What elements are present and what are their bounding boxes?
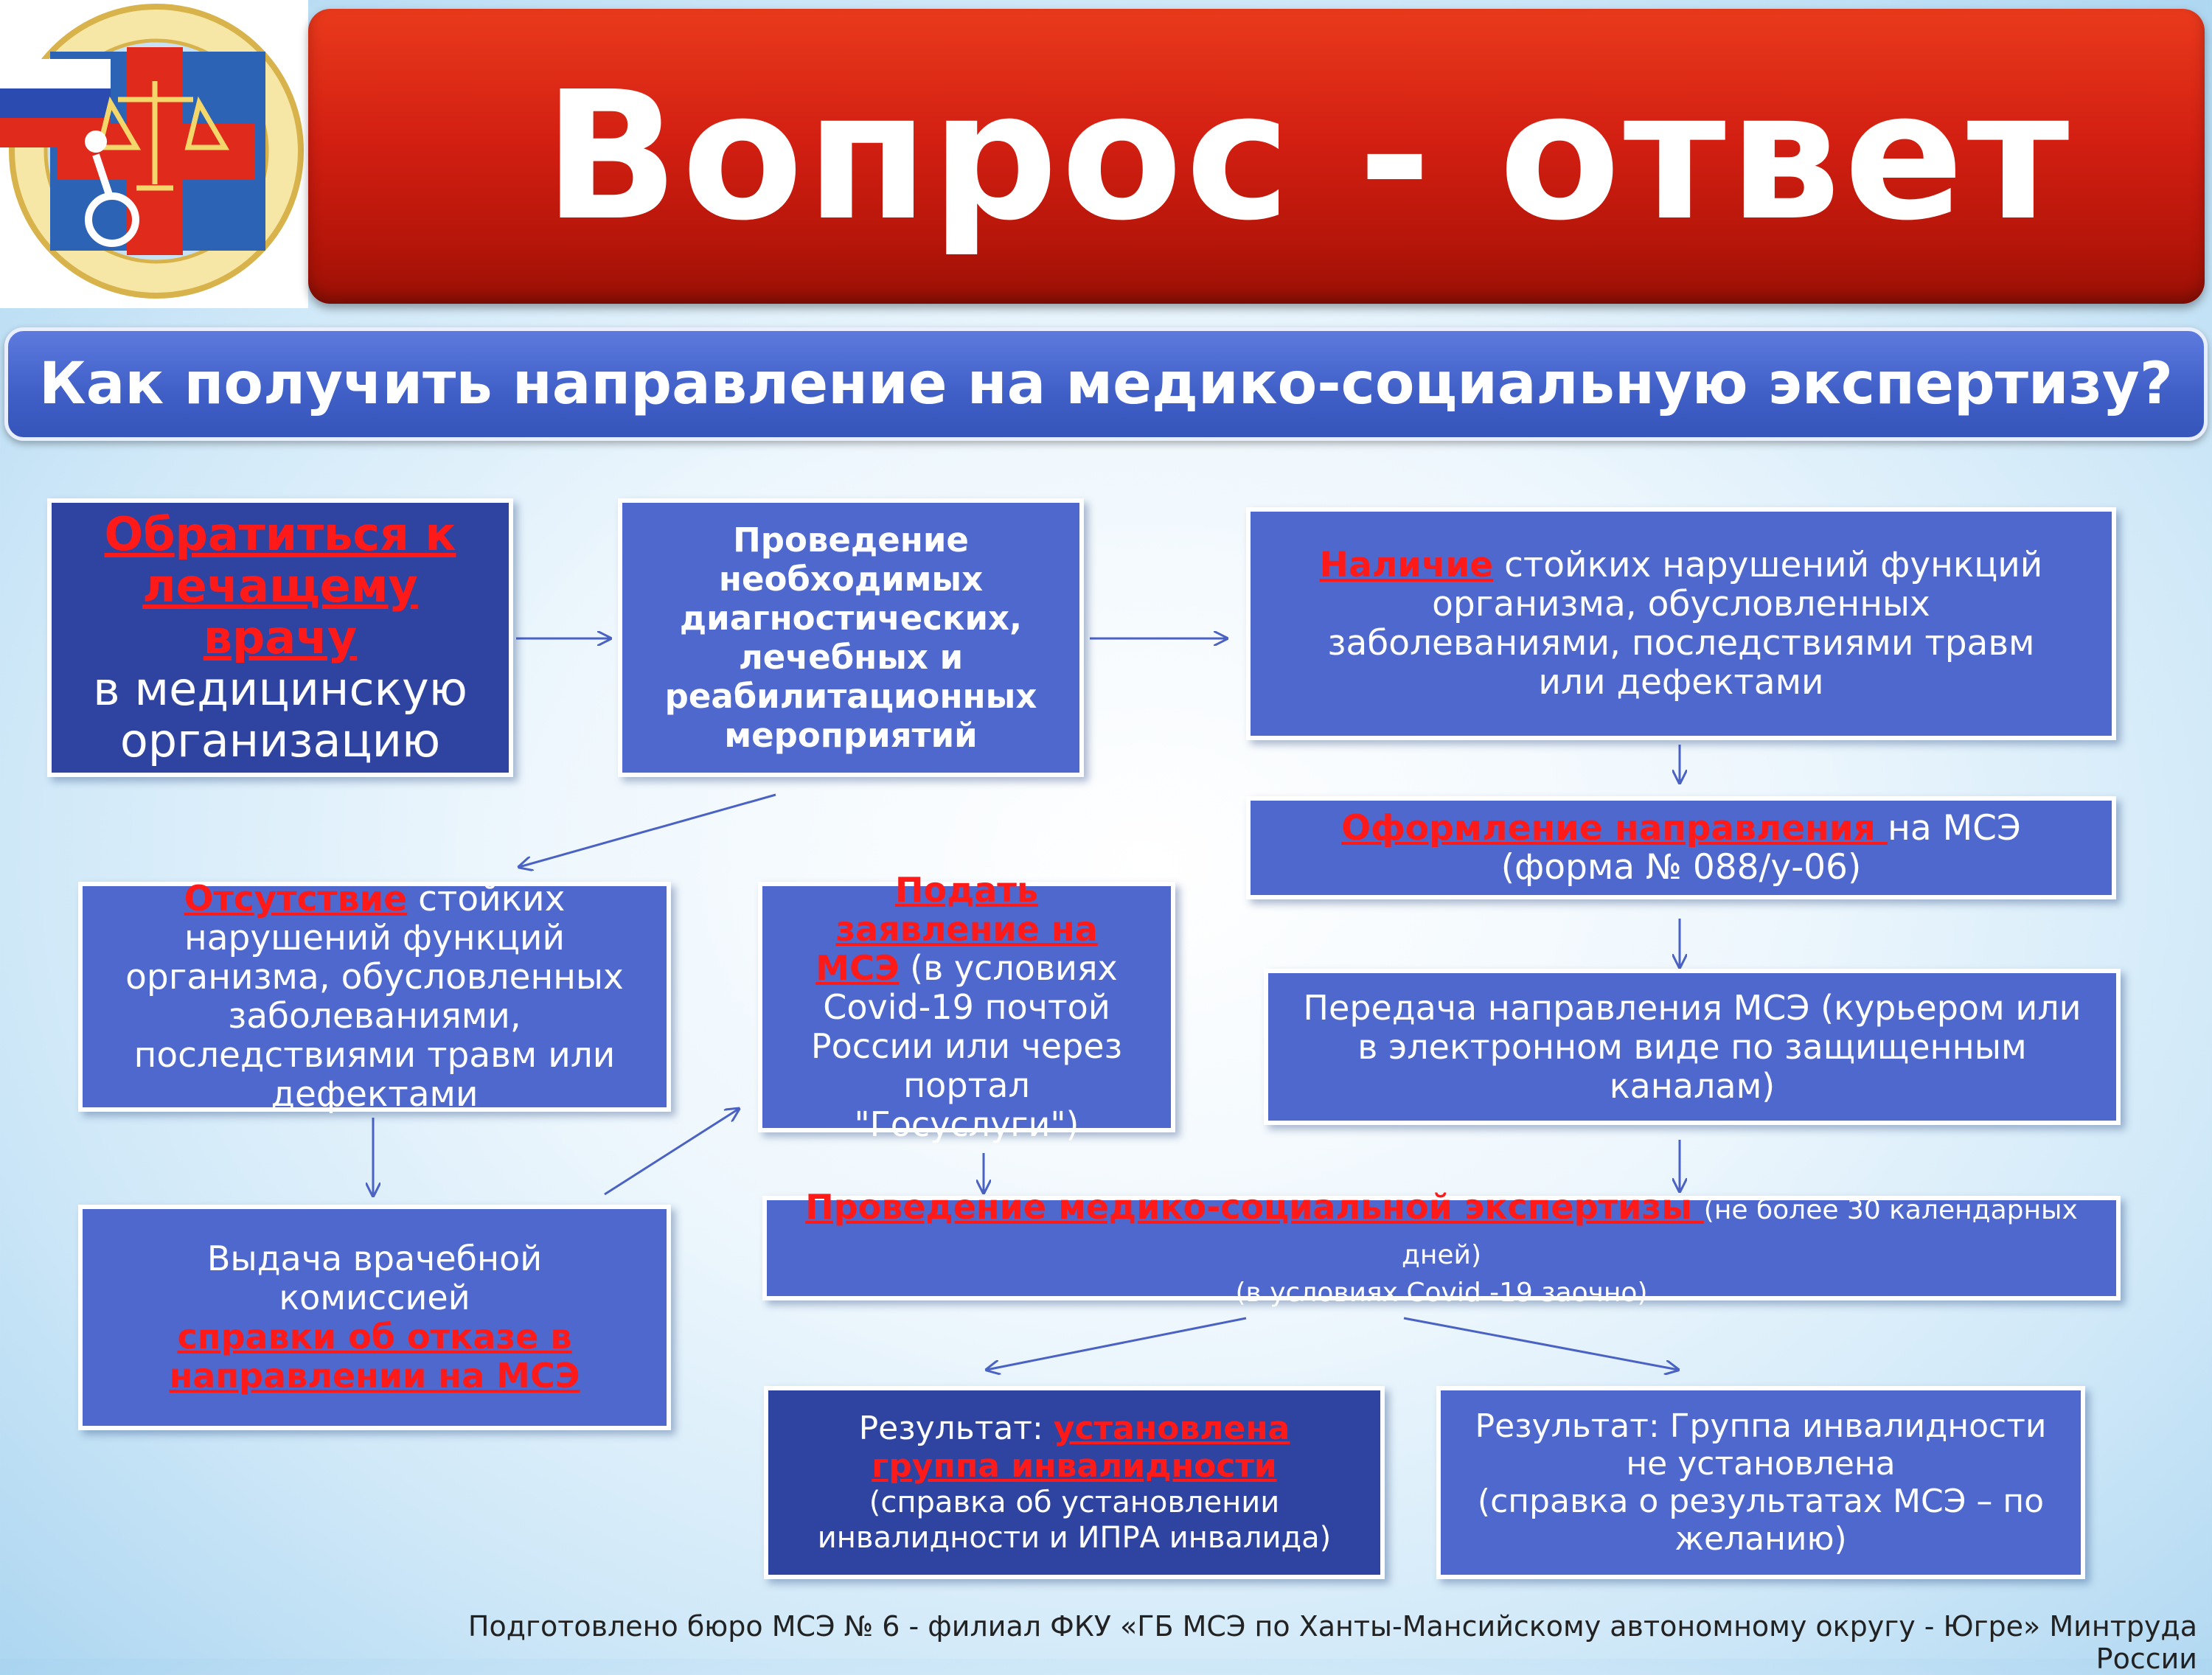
step-conduct-examination	[762, 1187, 2121, 1308]
step-submit-text: (в условиях Covid-19 почтой России или через портал "Госуслуги")	[810, 947, 1123, 1144]
step-referral-text: на МСЭ	[1888, 808, 2021, 849]
step-presence-highlight: Наличие	[1319, 545, 1494, 585]
step-absence-of-disorders	[78, 879, 671, 1115]
arrow-b8-b10	[987, 1318, 1246, 1370]
step-presence-of-disorders	[1246, 507, 2116, 740]
step-diagnostics	[618, 498, 1084, 777]
step-exam-line1	[789, 1186, 2094, 1276]
step-submit-content	[792, 871, 1141, 1144]
result-not-established-text: Результат: Группа инвалидности не установлена	[1475, 1407, 2047, 1483]
step-absence-text: стойких нарушений функций организма, обусловленных заболеваниями, последствиями травм или дефектами	[125, 879, 624, 1115]
step-absence-highlight: Отсутствие	[184, 879, 408, 919]
result-established-label: Результат:	[858, 1410, 1054, 1447]
footer-credit: Подготовлено бюро МСЭ № 6 - филиал ФКУ «ГБ МСЭ по Ханты-Мансийскому автономному округу - Югре» Минтруда России	[467, 1610, 2197, 1675]
step-presence-text: стойких нарушений функций организма, обусловленных заболеваниями, последствиями травм или дефектами	[1327, 545, 2043, 703]
step-submit-highlight: Подать заявление на МСЭ	[815, 869, 1098, 988]
step-referral-line1	[1341, 809, 2021, 848]
step-absence-content	[100, 880, 649, 1114]
result-established-highlight: установлена группа инвалидности	[872, 1410, 1290, 1485]
step-refusal-text: Выдача врачебной комиссией	[206, 1239, 543, 1317]
step-referral-form	[1246, 796, 2116, 899]
step-refusal-highlight: справки об отказе в направлении на МСЭ	[169, 1317, 580, 1396]
step-transfer-text: Передача направления МСЭ (курьером или в электронном виде по защищенным каналам)	[1303, 987, 2081, 1106]
step-presence-content	[1295, 546, 2067, 702]
step-exam-covid-note: (в условиях Covid -19 заочно)	[1235, 1278, 1648, 1308]
arrow-b2-b6	[519, 795, 776, 867]
result-disability-not-established	[1436, 1386, 2085, 1579]
step-submit-application	[758, 869, 1175, 1144]
result-established-line1	[790, 1410, 1358, 1485]
step-diagnostics-text: Проведение необходимых диагностических, лечебных и реабилитационных мероприятий	[664, 520, 1037, 755]
page-title: Вопрос - ответ	[543, 53, 2073, 260]
step-contact-doctor-text: в медицинскую организацию	[93, 662, 467, 767]
step-refusal-certificate	[78, 1205, 671, 1430]
step-contact-doctor-highlight: Обратиться к лечащему врачу	[104, 507, 456, 664]
step-exam-duration: (не более 30 календарных дней)	[1401, 1195, 2078, 1270]
page-subtitle: Как получить направление на медико-социальную экспертизу?	[39, 351, 2173, 417]
step-referral-form-number: (форма № 088/у-06)	[1500, 847, 1862, 888]
result-not-established-note: (справка о результатах МСЭ – по желанию)	[1477, 1483, 2045, 1558]
step-contact-doctor	[47, 498, 513, 777]
step-transfer-referral	[1264, 969, 2121, 1125]
arrow-b8-b11	[1404, 1318, 1678, 1370]
step-exam-highlight: Проведение медико-социальной экспертизы	[805, 1187, 1704, 1227]
result-disability-established	[764, 1386, 1385, 1579]
step-referral-highlight: Оформление направления	[1341, 808, 1888, 849]
arrow-b9-b7	[605, 1109, 739, 1194]
result-established-note: (справка об установлении инвалидности и ИПРА инвалида)	[817, 1486, 1332, 1555]
